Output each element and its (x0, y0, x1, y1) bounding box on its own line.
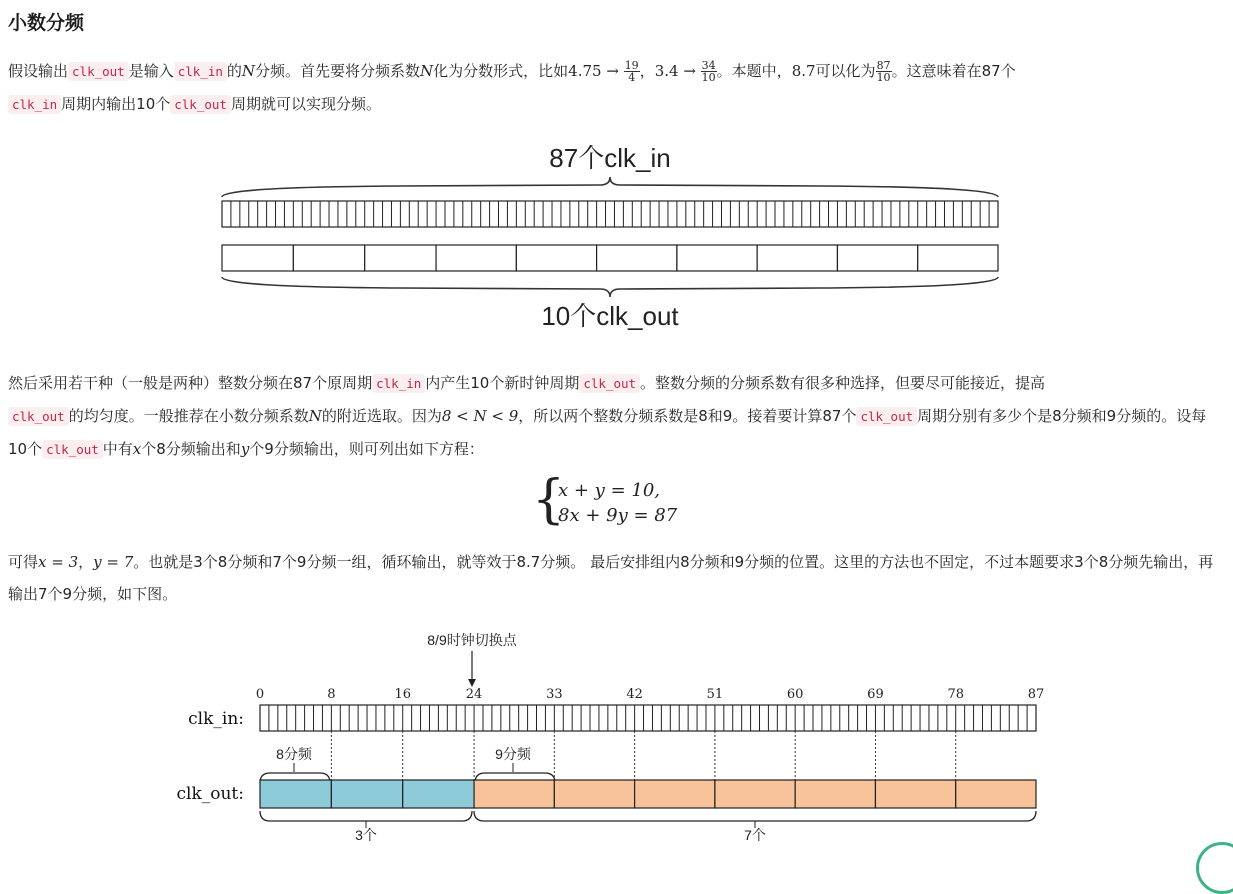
count-7-label: 7个 (744, 827, 766, 843)
code-clk-in: clk_in (372, 374, 425, 393)
tick-label: 42 (626, 687, 643, 702)
tick-label: 8 (327, 687, 336, 702)
tick-label: 24 (465, 687, 483, 702)
brace-3-bottom (260, 811, 472, 821)
fig1-clk-out-cell (918, 245, 998, 271)
code-clk-out: clk_out (8, 407, 69, 426)
fig1-bottom-label: 10个clk_out (541, 301, 679, 331)
code-clk-out: clk_out (856, 407, 917, 426)
tick-labels (256, 687, 1044, 702)
clk-out-cell (474, 780, 554, 808)
tick-label: 33 (546, 687, 563, 702)
switch-point-arrowhead (468, 679, 476, 687)
tick-label: 51 (706, 687, 724, 702)
tick-label: 16 (394, 687, 411, 702)
count-3-label: 3个 (355, 827, 377, 843)
equation-system (532, 470, 752, 530)
clk-out-cell (795, 780, 875, 808)
figure-timing-diagram (170, 625, 1070, 850)
tick-label: 69 (867, 687, 884, 702)
fig1-top-label: 87个clk_in (549, 143, 671, 173)
fig1-clk-out-cell (436, 245, 516, 271)
fig1-clk-in-row (222, 201, 998, 227)
code-clk-out: clk_out (170, 95, 231, 114)
figure-87-clk-in-10-clk-out (200, 135, 1020, 340)
tick-label: 87 (1027, 687, 1045, 702)
clk-in-label: clk_in: (188, 709, 244, 729)
clk-in-row (260, 705, 1036, 731)
fig1-clk-out-cell (516, 245, 596, 271)
clk-out-cell (554, 780, 634, 808)
clk-out-cell (875, 780, 955, 808)
fig1-bottom-brace (222, 277, 998, 297)
fig1-clk-out-cell (757, 245, 837, 271)
code-clk-in: clk_in (8, 95, 61, 114)
code-clk-in: clk_in (174, 62, 227, 81)
fig1-clk-out-row (222, 245, 998, 271)
code-clk-out: clk_out (42, 440, 103, 459)
fig1-clk-out-cell (293, 245, 364, 271)
clk-out-cell (331, 780, 402, 808)
label-8-division: 8分频 (276, 746, 312, 762)
fig1-clk-out-cell (837, 245, 917, 271)
clk-out-cell (715, 780, 795, 808)
equation-line-1: x + y = 10, (558, 480, 660, 501)
code-clk-out: clk_out (579, 374, 640, 393)
floating-action-button[interactable] (1196, 842, 1233, 894)
result-paragraph: 可得x = 3，y = 7。也就是3个8分频和7个9分频一组，循环输出，就等效于8.7分频。 最后安排组内8分频和9分频的位置。这里的方法也不固定，不过本题要求3个8分频先输出，再输出7个9分频，如下图。 (8, 553, 1214, 603)
clk-out-cell (635, 780, 715, 808)
equation-brace: { (532, 470, 566, 530)
tick-label: 78 (947, 687, 964, 702)
fig1-clk-out-cell (677, 245, 757, 271)
clk-out-cell (260, 780, 331, 808)
fig1-clk-out-cell (222, 245, 293, 271)
tick-label: 60 (786, 687, 804, 702)
intro-paragraph: 假设输出 clk_out 是输入 clk_in 的N分频。首先要将分频系数N化为分数形式，比如4.75 → $\frac{19}{4}$ ，3.4 → $\frac{34}{10}$ 。本题中，8.7可以化为 $\frac{87}{10}$ 。这意味着在87个 clk_in 周期内输出10个 clk_out 周期就可以实现分频。 (8, 59, 1016, 113)
brace-7-bottom (474, 811, 1036, 821)
clk-out-label: clk_out: (176, 784, 244, 804)
method-paragraph: 然后采用若干种（一般是两种）整数分频在87个原周期 clk_in 内产生10个新时钟周期 clk_out 。整数分频的分频系数有很多种选择，但要尽可能接近，提高 clk_out 的均匀度。一般推荐在小数分频系数N的附近选取。因为8 < N < 9，所以两个整数分频系数是8和9。接着要计算87个 clk_out 周期分别有多少个是8分频和9分频的。设每10个 clk_out 中有x个8分频输出和y个9分频输出，则可列出如下方程： (8, 374, 1207, 458)
clk-out-row (260, 780, 1036, 808)
code-clk-out: clk_out (68, 62, 129, 81)
fig1-clk-out-cell (597, 245, 677, 271)
tick-label: 0 (255, 687, 265, 702)
clk-out-cell (956, 780, 1036, 808)
fig1-top-brace (222, 177, 998, 197)
boundary-dashes (331, 731, 955, 780)
fraction: $\frac{19}{4}$ (624, 59, 639, 84)
equation-line-2: 8x + 9y = 87 (558, 505, 678, 526)
switch-point-label: 8/9时钟切换点 (427, 632, 517, 648)
page-title: 小数分频 (8, 12, 85, 34)
clk-out-cell (403, 780, 474, 808)
fraction: $\frac{34}{10}$ (701, 59, 716, 84)
fig1-clk-out-cell (365, 245, 436, 271)
label-9-division: 9分频 (495, 746, 531, 762)
fraction: $\frac{87}{10}$ (876, 59, 891, 84)
